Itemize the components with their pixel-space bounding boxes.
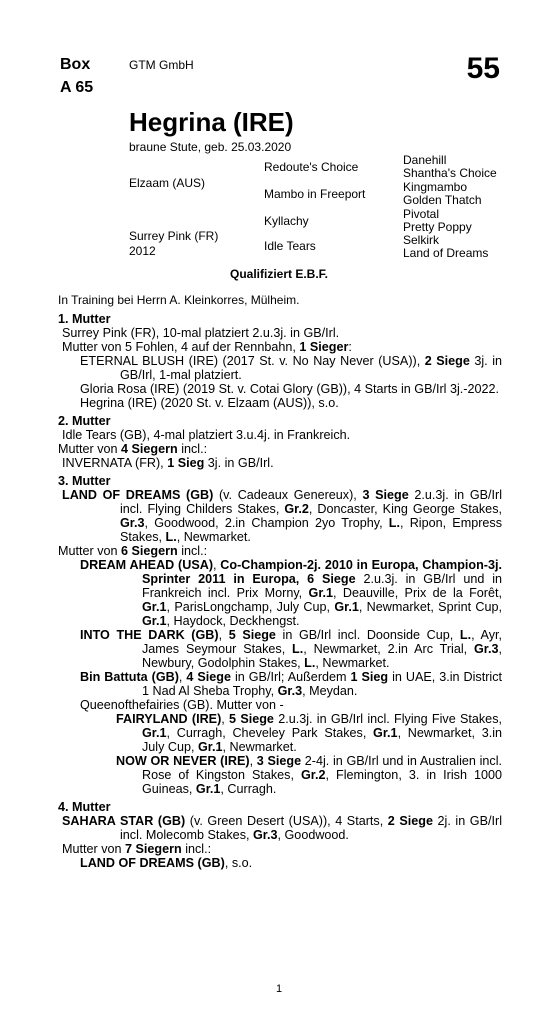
first-dam-produce: Mutter von 5 Fohlen, 4 auf der Rennbahn, 1 Sieger:: [62, 340, 352, 354]
produce-entry: Bin Battuta (GB), 4 Siege in GB/Irl; Außerdem 1 Sieg in UAE, 3.in District 1 Nad Al Sheba Trophy, Gr.3, Meydan.: [80, 670, 502, 698]
box-label: Box: [60, 56, 91, 73]
section-first-dam: 1. Mutter: [58, 312, 111, 326]
produce-entry: NOW OR NEVER (IRE), 3 Siege 2-4j. in GB/Irl und in Australien incl. Rose of Kingston Stakes, Gr.2, Flemington, 3. in Irish 1000 Guineas, Gr.1, Curragh.: [116, 754, 503, 796]
pedigree-ddd: Land of Dreams: [403, 246, 489, 260]
produce-entry: ETERNAL BLUSH (IRE) (2017 St. v. No Nay Never (USA)), 2 Siege 3j. in GB/Irl, 1-mal platziert.: [80, 354, 503, 382]
second-dam-line: Idle Tears (GB), 4-mal platziert 3.u.4j. in Frankreich.: [62, 428, 351, 442]
page-number: 1: [275, 983, 283, 995]
pedigree-ss: Redoute's Choice: [264, 160, 359, 174]
produce-entry: LAND OF DREAMS (GB), s.o.: [80, 856, 253, 870]
section-third-dam: 3. Mutter: [58, 474, 111, 488]
pedigree-sss: Danehill: [403, 153, 447, 167]
pedigree-dds: Selkirk: [403, 233, 440, 247]
pedigree-dsd: Pretty Poppy: [403, 220, 472, 234]
pedigree-sds: Kingmambo: [403, 180, 468, 194]
produce-entry: Queenofthefairies (GB). Mutter von -: [80, 698, 284, 712]
first-dam-line: Surrey Pink (FR), 10-mal platziert 2.u.3j. in GB/Irl.: [62, 326, 340, 340]
owner: GTM GmbH: [129, 58, 194, 72]
pedigree-dam-year: 2012: [129, 244, 156, 258]
horse-description: braune Stute, geb. 25.03.2020: [129, 140, 292, 154]
pedigree-dd: Idle Tears: [264, 239, 316, 253]
third-dam-line: LAND OF DREAMS (GB) (v. Cadeaux Genereux), 3 Siege 2.u.3j. in GB/Irl incl. Flying Childers Stakes, Gr.2, Doncaster, King George Stakes, Gr.3, Goodwood, 2.in Champion 2yo Trophy, L., Ripon, Empress Stakes, L., Newmarket.: [62, 488, 502, 544]
produce-entry: DREAM AHEAD (USA), Co-Champion-2j. 2010 in Europa, Champion-3j. Sprinter 2011 in Europa, 6 Siege 2.u.3j. in GB/Irl und in Frankreich incl. Prix Morny, Gr.1, Deauville, Prix de la Forêt, Gr.1, ParisLongchamp, July Cup, Gr.1, Newmarket, Sprint Cup, Gr.1, Haydock, Deckhengst.: [80, 558, 503, 628]
second-dam-produce: Mutter von 4 Siegern incl.:: [58, 442, 208, 456]
produce-entry: INTO THE DARK (GB), 5 Siege in GB/Irl incl. Doonside Cup, L., Ayr, James Seymour Stakes, L., Newmarket, 2.in Arc Trial, Gr.3, Newbury, Godolphin Stakes, L., Newmarket.: [80, 628, 502, 670]
pedigree-ds: Kyllachy: [264, 214, 309, 228]
fourth-dam-line: SAHARA STAR (GB) (v. Green Desert (USA)), 4 Starts, 2 Siege 2j. in GB/Irl incl. Molecomb Stakes, Gr.3, Goodwood.: [62, 814, 502, 842]
training-note: In Training bei Herrn A. Kleinkorres, Mülheim.: [58, 293, 300, 307]
produce-entry: INVERNATA (FR), 1 Sieg 3j. in GB/Irl.: [62, 456, 274, 470]
box-number: A 65: [60, 79, 94, 96]
produce-entry: Gloria Rosa (IRE) (2019 St. v. Cotai Glory (GB)), 4 Starts in GB/Irl 3j.-2022.: [80, 382, 499, 396]
pedigree-sd: Mambo in Freeport: [264, 187, 366, 201]
third-dam-produce: Mutter von 6 Siegern incl.:: [58, 544, 208, 558]
qualification: Qualifiziert E.B.F.: [229, 267, 328, 281]
produce-entry: Hegrina (IRE) (2020 St. v. Elzaam (AUS)), s.o.: [80, 396, 339, 410]
pedigree-dam: Surrey Pink (FR): [129, 229, 219, 243]
lot-number: 55: [466, 52, 500, 85]
horse-name: Hegrina (IRE): [129, 107, 294, 137]
pedigree-dss: Pivotal: [403, 207, 440, 221]
section-second-dam: 2. Mutter: [58, 414, 111, 428]
section-fourth-dam: 4. Mutter: [58, 800, 111, 814]
fourth-dam-produce: Mutter von 7 Siegern incl.:: [62, 842, 212, 856]
pedigree-sire: Elzaam (AUS): [129, 176, 206, 190]
produce-entry: FAIRYLAND (IRE), 5 Siege 2.u.3j. in GB/Irl incl. Flying Five Stakes, Gr.1, Curragh, Cheveley Park Stakes, Gr.1, Newmarket, 3.in July Cup, Gr.1, Newmarket.: [116, 712, 503, 754]
family-record: [58, 312, 502, 870]
pedigree-sdd: Golden Thatch: [403, 193, 482, 207]
pedigree-ssd: Shantha's Choice: [403, 166, 497, 180]
